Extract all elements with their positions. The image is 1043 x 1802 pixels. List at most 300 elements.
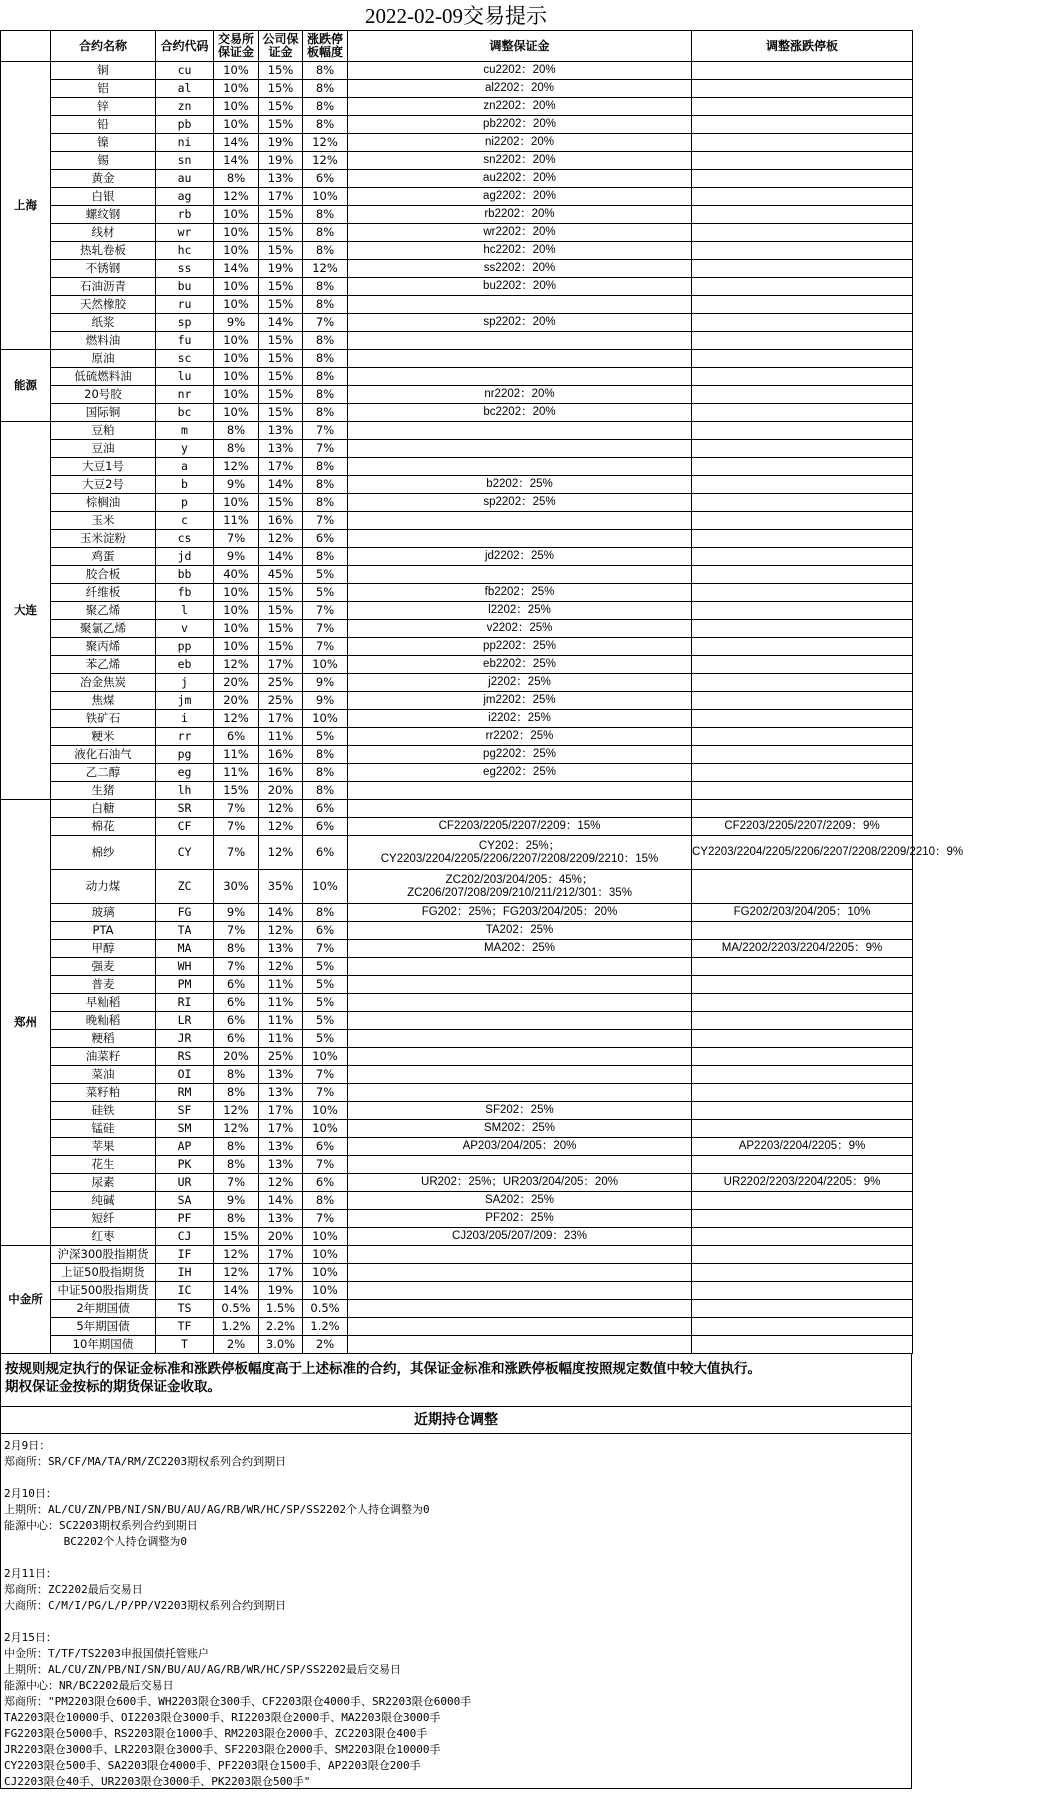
company-margin-cell: 13% bbox=[259, 1084, 303, 1102]
adjust-limit-cell bbox=[692, 98, 913, 116]
company-margin-cell: 14% bbox=[259, 476, 303, 494]
adjust-margin-cell: sp2202：25% bbox=[348, 494, 692, 512]
contract-code-cell: jd bbox=[156, 548, 214, 566]
exchange-margin-cell: 10% bbox=[214, 116, 259, 134]
table-row bbox=[1, 1084, 913, 1102]
company-margin-cell: 15% bbox=[259, 620, 303, 638]
contract-name-cell: 晚籼稻 bbox=[51, 1012, 156, 1030]
adjust-limit-cell bbox=[692, 62, 913, 80]
table-row bbox=[1, 80, 913, 98]
exchange-margin-cell: 9% bbox=[214, 1192, 259, 1210]
exchange-margin-cell: 10% bbox=[214, 62, 259, 80]
limit-cell: 6% bbox=[303, 800, 348, 818]
adjust-margin-cell bbox=[348, 1264, 692, 1282]
adjust-limit-cell bbox=[692, 566, 913, 584]
contract-code-cell: rr bbox=[156, 728, 214, 746]
adjust-limit-cell bbox=[692, 1228, 913, 1246]
adjust-limit-cell bbox=[692, 1012, 913, 1030]
company-margin-cell: 11% bbox=[259, 1030, 303, 1048]
limit-cell: 10% bbox=[303, 188, 348, 206]
contract-name-cell: 棉花 bbox=[51, 818, 156, 836]
contract-code-cell: PM bbox=[156, 976, 214, 994]
adjust-limit-cell bbox=[692, 958, 913, 976]
contract-code-cell: ni bbox=[156, 134, 214, 152]
contract-code-cell: RS bbox=[156, 1048, 214, 1066]
contract-name-cell: 铁矿石 bbox=[51, 710, 156, 728]
adjust-margin-cell: AP203/204/205：20% bbox=[348, 1138, 692, 1156]
contract-name-cell: 20号胶 bbox=[51, 386, 156, 404]
table-row bbox=[1, 602, 913, 620]
company-margin-cell: 20% bbox=[259, 1228, 303, 1246]
adjust-limit-cell bbox=[692, 1318, 913, 1336]
exchange-margin-cell: 10% bbox=[214, 242, 259, 260]
contract-code-cell: fu bbox=[156, 332, 214, 350]
company-margin-cell: 12% bbox=[259, 800, 303, 818]
adjust-margin-cell: eg2202：25% bbox=[348, 764, 692, 782]
table-row bbox=[1, 1156, 913, 1174]
company-margin-cell: 14% bbox=[259, 1192, 303, 1210]
limit-cell: 10% bbox=[303, 1102, 348, 1120]
contract-code-cell: RI bbox=[156, 994, 214, 1012]
contract-name-cell: 玉米 bbox=[51, 512, 156, 530]
exchange-margin-cell: 10% bbox=[214, 386, 259, 404]
company-margin-cell: 13% bbox=[259, 1066, 303, 1084]
company-margin-cell: 13% bbox=[259, 1210, 303, 1228]
contract-code-cell: bc bbox=[156, 404, 214, 422]
limit-cell: 8% bbox=[303, 404, 348, 422]
company-margin-cell: 15% bbox=[259, 386, 303, 404]
contract-name-cell: 白银 bbox=[51, 188, 156, 206]
limit-cell: 7% bbox=[303, 1156, 348, 1174]
adjust-margin-cell: j2202：25% bbox=[348, 674, 692, 692]
adjust-limit-cell bbox=[692, 170, 913, 188]
adjust-limit-cell bbox=[692, 994, 913, 1012]
adjust-limit-cell bbox=[692, 870, 913, 904]
contract-code-cell: sp bbox=[156, 314, 214, 332]
adjust-limit-cell bbox=[692, 206, 913, 224]
contract-code-cell: al bbox=[156, 80, 214, 98]
adjust-margin-cell: pg2202：25% bbox=[348, 746, 692, 764]
company-margin-cell: 17% bbox=[259, 188, 303, 206]
company-margin-cell: 35% bbox=[259, 870, 303, 904]
contract-name-cell: 燃料油 bbox=[51, 332, 156, 350]
limit-cell: 8% bbox=[303, 80, 348, 98]
exchange-margin-cell: 14% bbox=[214, 260, 259, 278]
exchange-margin-cell: 8% bbox=[214, 170, 259, 188]
contract-name-cell: 玉米淀粉 bbox=[51, 530, 156, 548]
contract-name-cell: 原油 bbox=[51, 350, 156, 368]
limit-cell: 5% bbox=[303, 1030, 348, 1048]
contract-name-cell: 线材 bbox=[51, 224, 156, 242]
contract-code-cell: IH bbox=[156, 1264, 214, 1282]
contract-code-cell: AP bbox=[156, 1138, 214, 1156]
limit-cell: 8% bbox=[303, 296, 348, 314]
contract-name-cell: 棉纱 bbox=[51, 836, 156, 870]
adjust-margin-cell bbox=[348, 296, 692, 314]
table-row bbox=[1, 314, 913, 332]
company-margin-cell: 17% bbox=[259, 1120, 303, 1138]
adjust-limit-cell bbox=[692, 764, 913, 782]
adjust-margin-cell bbox=[348, 512, 692, 530]
exchange-margin-cell: 7% bbox=[214, 800, 259, 818]
limit-cell: 6% bbox=[303, 836, 348, 870]
adjust-limit-cell bbox=[692, 1210, 913, 1228]
adjust-limit-cell bbox=[692, 314, 913, 332]
contract-name-cell: 国际铜 bbox=[51, 404, 156, 422]
contract-code-cell: SA bbox=[156, 1192, 214, 1210]
table-row bbox=[1, 1030, 913, 1048]
limit-cell: 2% bbox=[303, 1336, 348, 1354]
contract-name-cell: 大豆2号 bbox=[51, 476, 156, 494]
table-row bbox=[1, 242, 913, 260]
table-row bbox=[1, 116, 913, 134]
adjust-limit-cell bbox=[692, 1336, 913, 1354]
limit-cell: 8% bbox=[303, 206, 348, 224]
contract-name-cell: 短纤 bbox=[51, 1210, 156, 1228]
table-row bbox=[1, 350, 913, 368]
adjustment-block: 2月10日： 上期所：AL/CU/ZN/PB/NI/SN/BU/AU/AG/RB/WR/HC/SP/SS2202个人持仓调整为0 能源中心：SC2203期权系列合约到期日 BC2202个人持仓调整为0 bbox=[4, 1487, 430, 1548]
adjust-limit-cell bbox=[692, 728, 913, 746]
company-margin-cell: 17% bbox=[259, 656, 303, 674]
company-margin-cell: 15% bbox=[259, 206, 303, 224]
company-margin-cell: 13% bbox=[259, 1138, 303, 1156]
adjust-limit-cell bbox=[692, 422, 913, 440]
adjust-limit-cell: UR2202/2203/2204/2205：9% bbox=[692, 1174, 913, 1192]
adjust-margin-cell: bu2202：20% bbox=[348, 278, 692, 296]
adjust-margin-cell: rr2202：25% bbox=[348, 728, 692, 746]
table-row bbox=[1, 1048, 913, 1066]
adjust-margin-cell bbox=[348, 350, 692, 368]
adjust-limit-cell bbox=[692, 458, 913, 476]
adjust-margin-cell bbox=[348, 566, 692, 584]
company-margin-cell: 15% bbox=[259, 368, 303, 386]
exchange-margin-cell: 8% bbox=[214, 1084, 259, 1102]
exchange-margin-cell: 15% bbox=[214, 782, 259, 800]
limit-cell: 10% bbox=[303, 1282, 348, 1300]
limit-cell: 6% bbox=[303, 530, 348, 548]
limit-cell: 10% bbox=[303, 710, 348, 728]
limit-cell: 8% bbox=[303, 242, 348, 260]
adjust-limit-cell bbox=[692, 116, 913, 134]
company-margin-cell: 11% bbox=[259, 728, 303, 746]
company-margin-cell: 17% bbox=[259, 1102, 303, 1120]
adjust-margin-cell: TA202：25% bbox=[348, 922, 692, 940]
adjust-limit-cell bbox=[692, 188, 913, 206]
exchange-margin-cell: 12% bbox=[214, 1120, 259, 1138]
exchange-margin-cell: 7% bbox=[214, 530, 259, 548]
table-row bbox=[1, 1318, 913, 1336]
adjust-limit-cell bbox=[692, 332, 913, 350]
company-margin-cell: 19% bbox=[259, 152, 303, 170]
limit-cell: 5% bbox=[303, 566, 348, 584]
limit-cell: 8% bbox=[303, 116, 348, 134]
limit-cell: 8% bbox=[303, 1192, 348, 1210]
adjust-margin-cell: jm2202：25% bbox=[348, 692, 692, 710]
adjust-margin-cell bbox=[348, 976, 692, 994]
contract-code-cell: RM bbox=[156, 1084, 214, 1102]
adjust-limit-cell bbox=[692, 692, 913, 710]
contract-code-cell: sn bbox=[156, 152, 214, 170]
adjust-limit-cell bbox=[692, 278, 913, 296]
limit-cell: 6% bbox=[303, 818, 348, 836]
adjust-margin-cell: ag2202：20% bbox=[348, 188, 692, 206]
company-margin-cell: 15% bbox=[259, 116, 303, 134]
contract-name-cell: 尿素 bbox=[51, 1174, 156, 1192]
exchange-margin-cell: 6% bbox=[214, 994, 259, 1012]
adjust-limit-cell bbox=[692, 386, 913, 404]
table-row bbox=[1, 764, 913, 782]
exchange-margin-cell: 1.2% bbox=[214, 1318, 259, 1336]
adjust-margin-cell bbox=[348, 368, 692, 386]
adjust-margin-cell: b2202：25% bbox=[348, 476, 692, 494]
exchange-margin-cell: 10% bbox=[214, 368, 259, 386]
contract-code-cell: pp bbox=[156, 638, 214, 656]
contract-code-cell: JR bbox=[156, 1030, 214, 1048]
adjust-limit-cell bbox=[692, 620, 913, 638]
limit-cell: 8% bbox=[303, 904, 348, 922]
adjust-limit-cell bbox=[692, 976, 913, 994]
adjust-margin-cell bbox=[348, 1318, 692, 1336]
adjust-limit-cell bbox=[692, 782, 913, 800]
contract-code-cell: SF bbox=[156, 1102, 214, 1120]
exchange-margin-cell: 11% bbox=[214, 746, 259, 764]
contract-name-cell: 焦煤 bbox=[51, 692, 156, 710]
adjust-limit-cell bbox=[692, 242, 913, 260]
contract-code-cell: v bbox=[156, 620, 214, 638]
header-adjust-margin: 调整保证金 bbox=[348, 31, 692, 62]
adjust-margin-cell bbox=[348, 994, 692, 1012]
contract-name-cell: 甲醇 bbox=[51, 940, 156, 958]
adjust-margin-cell: jd2202：25% bbox=[348, 548, 692, 566]
exchange-margin-cell: 10% bbox=[214, 350, 259, 368]
exchange-margin-cell: 11% bbox=[214, 764, 259, 782]
contract-code-cell: IC bbox=[156, 1282, 214, 1300]
exchange-margin-cell: 40% bbox=[214, 566, 259, 584]
contract-name-cell: 聚乙烯 bbox=[51, 602, 156, 620]
contract-code-cell: FG bbox=[156, 904, 214, 922]
adjust-limit-cell bbox=[692, 476, 913, 494]
company-margin-cell: 15% bbox=[259, 602, 303, 620]
adjust-limit-cell bbox=[692, 512, 913, 530]
adjust-limit-cell bbox=[692, 530, 913, 548]
adjust-margin-cell bbox=[348, 422, 692, 440]
exchange-margin-cell: 6% bbox=[214, 976, 259, 994]
contract-name-cell: 石油沥青 bbox=[51, 278, 156, 296]
company-margin-cell: 15% bbox=[259, 242, 303, 260]
contract-name-cell: 纸浆 bbox=[51, 314, 156, 332]
contract-name-cell: 乙二醇 bbox=[51, 764, 156, 782]
adjust-margin-cell: ni2202：20% bbox=[348, 134, 692, 152]
limit-cell: 6% bbox=[303, 922, 348, 940]
contract-code-cell: fb bbox=[156, 584, 214, 602]
adjust-margin-cell bbox=[348, 332, 692, 350]
company-margin-cell: 2.2% bbox=[259, 1318, 303, 1336]
company-margin-cell: 17% bbox=[259, 1264, 303, 1282]
contract-code-cell: sc bbox=[156, 350, 214, 368]
limit-cell: 8% bbox=[303, 278, 348, 296]
company-margin-cell: 13% bbox=[259, 170, 303, 188]
contract-code-cell: MA bbox=[156, 940, 214, 958]
contract-name-cell: 锡 bbox=[51, 152, 156, 170]
company-margin-cell: 19% bbox=[259, 260, 303, 278]
exchange-margin-cell: 12% bbox=[214, 458, 259, 476]
adjust-limit-cell bbox=[692, 404, 913, 422]
company-margin-cell: 15% bbox=[259, 62, 303, 80]
company-margin-cell: 11% bbox=[259, 1012, 303, 1030]
adjust-limit-cell bbox=[692, 548, 913, 566]
limit-cell: 7% bbox=[303, 512, 348, 530]
company-margin-cell: 16% bbox=[259, 746, 303, 764]
limit-cell: 8% bbox=[303, 224, 348, 242]
contract-name-cell: 5年期国债 bbox=[51, 1318, 156, 1336]
table-row bbox=[1, 458, 913, 476]
company-margin-cell: 12% bbox=[259, 836, 303, 870]
contract-name-cell: 10年期国债 bbox=[51, 1336, 156, 1354]
limit-cell: 7% bbox=[303, 638, 348, 656]
limit-cell: 8% bbox=[303, 98, 348, 116]
contract-code-cell: cu bbox=[156, 62, 214, 80]
adjust-margin-cell bbox=[348, 958, 692, 976]
contract-code-cell: ZC bbox=[156, 870, 214, 904]
table-row bbox=[1, 62, 913, 80]
exchange-margin-cell: 30% bbox=[214, 870, 259, 904]
contract-code-cell: i bbox=[156, 710, 214, 728]
adjust-margin-cell: sn2202：20% bbox=[348, 152, 692, 170]
limit-cell: 10% bbox=[303, 1246, 348, 1264]
table-row bbox=[1, 296, 913, 314]
contract-code-cell: a bbox=[156, 458, 214, 476]
adjust-limit-cell bbox=[692, 1300, 913, 1318]
contract-code-cell: p bbox=[156, 494, 214, 512]
company-margin-cell: 15% bbox=[259, 584, 303, 602]
adjust-margin-cell bbox=[348, 1048, 692, 1066]
company-margin-cell: 25% bbox=[259, 1048, 303, 1066]
contract-name-cell: 胶合板 bbox=[51, 566, 156, 584]
company-margin-cell: 3.0% bbox=[259, 1336, 303, 1354]
exchange-cell: 郑州 bbox=[1, 800, 51, 1246]
adjust-limit-cell bbox=[692, 1120, 913, 1138]
table-row bbox=[1, 958, 913, 976]
exchange-margin-cell: 0.5% bbox=[214, 1300, 259, 1318]
adjust-margin-cell: PF202：25% bbox=[348, 1210, 692, 1228]
adjust-limit-cell bbox=[692, 350, 913, 368]
contract-code-cell: CF bbox=[156, 818, 214, 836]
contract-name-cell: 粳稻 bbox=[51, 1030, 156, 1048]
limit-cell: 7% bbox=[303, 1210, 348, 1228]
contract-name-cell: 铅 bbox=[51, 116, 156, 134]
adjust-limit-cell bbox=[692, 674, 913, 692]
company-margin-cell: 14% bbox=[259, 548, 303, 566]
contract-name-cell: 天然橡胶 bbox=[51, 296, 156, 314]
contract-name-cell: 聚氯乙烯 bbox=[51, 620, 156, 638]
contract-code-cell: c bbox=[156, 512, 214, 530]
adjust-margin-cell bbox=[348, 1066, 692, 1084]
adjust-margin-cell: FG202：25%；FG203/204/205：20% bbox=[348, 904, 692, 922]
adjust-limit-cell: AP2203/2204/2205：9% bbox=[692, 1138, 913, 1156]
contract-name-cell: 纯碱 bbox=[51, 1192, 156, 1210]
adjust-limit-cell bbox=[692, 638, 913, 656]
adjust-margin-cell: rb2202：20% bbox=[348, 206, 692, 224]
contract-table bbox=[0, 30, 964, 1354]
table-row bbox=[1, 818, 913, 836]
contract-code-cell: SR bbox=[156, 800, 214, 818]
limit-cell: 10% bbox=[303, 1228, 348, 1246]
limit-cell: 5% bbox=[303, 728, 348, 746]
exchange-margin-cell: 12% bbox=[214, 710, 259, 728]
adjust-limit-cell bbox=[692, 1102, 913, 1120]
contract-name-cell: 苹果 bbox=[51, 1138, 156, 1156]
company-margin-cell: 14% bbox=[259, 904, 303, 922]
exchange-margin-cell: 7% bbox=[214, 836, 259, 870]
table-row bbox=[1, 278, 913, 296]
exchange-margin-cell: 10% bbox=[214, 224, 259, 242]
contract-code-cell: jm bbox=[156, 692, 214, 710]
company-margin-cell: 15% bbox=[259, 332, 303, 350]
table-header bbox=[1, 31, 913, 62]
limit-cell: 8% bbox=[303, 764, 348, 782]
table-row bbox=[1, 1102, 913, 1120]
table-row bbox=[1, 134, 913, 152]
adjust-margin-cell: ZC202/203/204/205：45%； ZC206/207/208/209/210/211/212/301：35% bbox=[348, 870, 692, 904]
adjust-margin-cell: SM202：25% bbox=[348, 1120, 692, 1138]
company-margin-cell: 12% bbox=[259, 818, 303, 836]
table-row bbox=[1, 976, 913, 994]
exchange-margin-cell: 8% bbox=[214, 1138, 259, 1156]
contract-name-cell: 生猪 bbox=[51, 782, 156, 800]
table-row bbox=[1, 1120, 913, 1138]
limit-cell: 12% bbox=[303, 260, 348, 278]
contract-code-cell: hc bbox=[156, 242, 214, 260]
table-row bbox=[1, 386, 913, 404]
contract-name-cell: 液化石油气 bbox=[51, 746, 156, 764]
company-margin-cell: 16% bbox=[259, 512, 303, 530]
table-row bbox=[1, 904, 913, 922]
adjust-margin-cell: CF2203/2205/2207/2209：15% bbox=[348, 818, 692, 836]
contract-code-cell: lu bbox=[156, 368, 214, 386]
table-row bbox=[1, 1174, 913, 1192]
exchange-margin-cell: 9% bbox=[214, 476, 259, 494]
table-row bbox=[1, 1246, 913, 1264]
adjust-limit-cell bbox=[692, 1084, 913, 1102]
adjust-margin-cell bbox=[348, 1084, 692, 1102]
adjust-margin-cell: ss2202：20% bbox=[348, 260, 692, 278]
adjust-limit-cell bbox=[692, 368, 913, 386]
adjust-margin-cell: al2202：20% bbox=[348, 80, 692, 98]
adjust-limit-cell: CF2203/2205/2207/2209：9% bbox=[692, 818, 913, 836]
contract-name-cell: 大豆1号 bbox=[51, 458, 156, 476]
exchange-margin-cell: 7% bbox=[214, 1174, 259, 1192]
table-row bbox=[1, 656, 913, 674]
contract-name-cell: 菜籽粕 bbox=[51, 1084, 156, 1102]
exchange-margin-cell: 8% bbox=[214, 1066, 259, 1084]
contract-name-cell: 强麦 bbox=[51, 958, 156, 976]
adjust-limit-cell bbox=[692, 922, 913, 940]
table-row bbox=[1, 332, 913, 350]
contract-name-cell: 鸡蛋 bbox=[51, 548, 156, 566]
adjust-margin-cell: cu2202：20% bbox=[348, 62, 692, 80]
contract-code-cell: bb bbox=[156, 566, 214, 584]
company-margin-cell: 20% bbox=[259, 782, 303, 800]
adjust-margin-cell bbox=[348, 530, 692, 548]
contract-code-cell: SM bbox=[156, 1120, 214, 1138]
contract-code-cell: cs bbox=[156, 530, 214, 548]
exchange-margin-cell: 8% bbox=[214, 940, 259, 958]
exchange-margin-cell: 7% bbox=[214, 958, 259, 976]
contract-name-cell: 螺纹钢 bbox=[51, 206, 156, 224]
table-row bbox=[1, 638, 913, 656]
exchange-margin-cell: 10% bbox=[214, 494, 259, 512]
limit-cell: 1.2% bbox=[303, 1318, 348, 1336]
